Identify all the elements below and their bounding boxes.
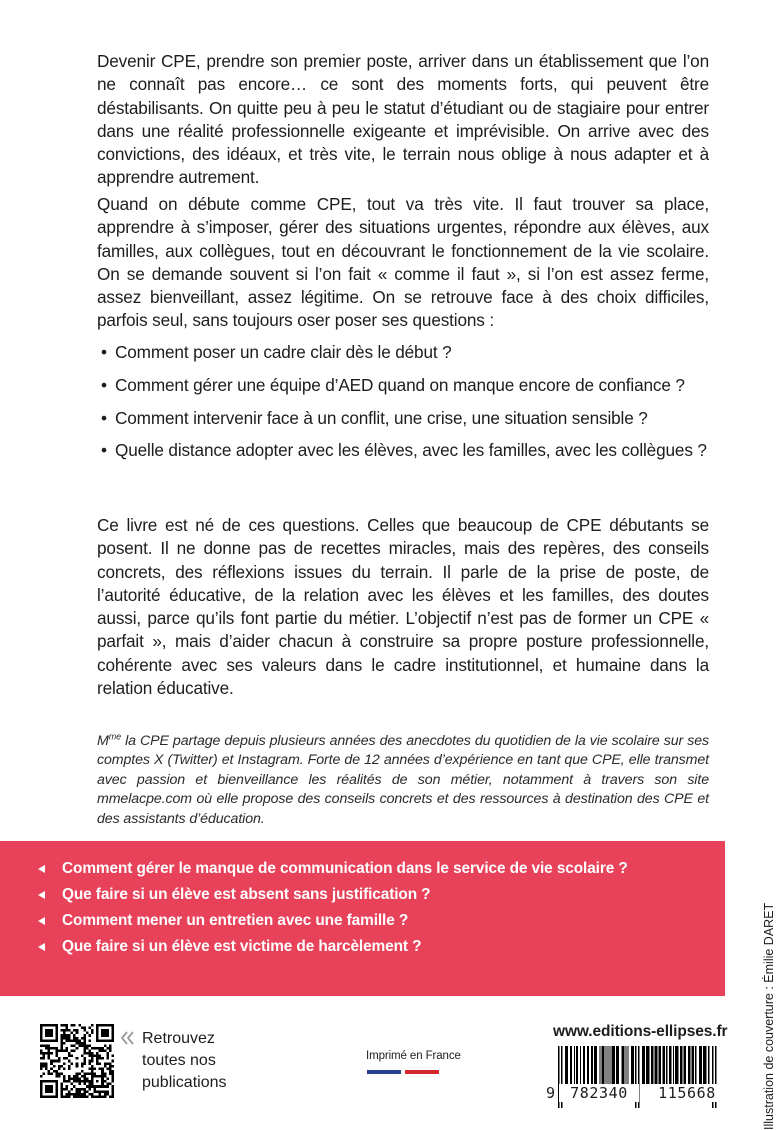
question-item [97, 374, 709, 397]
bullet-icon: • [101, 374, 107, 395]
highlight-text: Que faire si un élève est absent sans justification ? [62, 886, 431, 903]
retrouvez-line: Retrouvez [142, 1030, 215, 1047]
question-text: Comment intervenir face à un conflit, une crise, une situation sensible ? [115, 407, 648, 428]
author-bio-text: partage depuis plusieurs années des anecdotes du quotidien de la vie scolaire sur ses comptes X (Twitter) et Instagram. Forte de 12 années d’expérience en tant que CPE, elle transmet avec passion et bienveillance les réalités de son métier, notamment à travers son site mmelacpe.com où elle propose des conseils concrets et des ressources à destination des CPE et des assistants d’éducation. [97, 733, 709, 827]
french-flag-icon [367, 1070, 401, 1074]
highlights-list [38, 856, 628, 960]
bullet-icon: • [101, 342, 107, 362]
retrouvez-line: toutes nos [142, 1052, 216, 1069]
cover-credit-text: Illustration de couverture : Émilie DARET [762, 902, 776, 1130]
highlight-item [38, 934, 628, 960]
double-chevron-left-icon [120, 1030, 136, 1046]
isbn-number [546, 1084, 730, 1104]
question-text: Quelle distance adopter avec les élèves, avec les familles, avec les collègues ? [115, 440, 707, 461]
question-list [97, 341, 709, 472]
author-name-prefix: M [97, 733, 109, 749]
highlight-item [38, 856, 628, 882]
isbn-group-left: 782340 [559, 1084, 639, 1102]
cover-credit [762, 808, 776, 1130]
highlight-item [38, 882, 628, 908]
triangle-left-icon [38, 943, 45, 951]
question-text: Comment gérer une équipe d’AED quand on manque encore de confiance ? [115, 374, 685, 395]
question-item [97, 407, 709, 430]
context-paragraph: Quand on débute comme CPE, tout va très vite. Il faut trouver sa place, apprendre à s’imposer, gérer des situations urgentes, répondre aux élèves, aux familles, aux collègues, tout en découvrant le fonctionnement de la vie scolaire. On se demande souvent si l’on fait « comme il faut », si l’on est assez ferme, assez bienveillant, assez légitime. On se retrouve face à des choix difficiles, parfois seul, sans toujours oser poser ses questions : [97, 194, 709, 331]
qr-code-icon[interactable] [40, 1024, 114, 1098]
publisher-website[interactable]: www.editions-ellipses.fr [553, 1023, 728, 1040]
printed-in-france: Imprimé en France [366, 1050, 461, 1062]
highlight-text: Comment gérer le manque de communication dans le service de vie scolaire ? [62, 860, 628, 877]
highlights-banner [0, 841, 725, 996]
author-name-rest: la CPE [121, 733, 169, 749]
book-purpose-paragraph: Ce livre est né de ces questions. Celles que beaucoup de CPE débutants se posent. Il ne donne pas de recettes miracles, mais des repères, des conseils concrets, des réflexions issues du terrain. Il parle de la prise de poste, de l’autorité éducative, de la relation avec les élèves et les familles, des doutes aussi, parce qu’ils font partie du métier. L’objectif n’est pas de former un CPE « parfait », mais d’aider chacun à construire sa propre posture professionnelle, cohérente avec ses valeurs dans le cadre institutionnel, et humaine dans la relation éducative. [97, 515, 709, 699]
intro-paragraph: Devenir CPE, prendre son premier poste, arriver dans un établissement que l’on ne connaît pas encore… ce sont des moments forts, qui peuvent être déstabilisants. On quitte peu à peu le statut d’étudiant ou de stagiaire pour entrer dans une réalité professionnelle exigeante et imprévisible. On arrive avec des convictions, des idéaux, et très vite, le terrain nous oblige à nous adapter et à apprendre autrement. [97, 51, 709, 188]
question-item [97, 341, 709, 364]
triangle-left-icon [38, 865, 45, 873]
author-bio [97, 732, 709, 829]
triangle-left-icon [38, 917, 45, 925]
highlight-text: Que faire si un élève est victime de harcèlement ? [62, 938, 422, 955]
question-text: Comment poser un cadre clair dès le début ? [115, 342, 452, 362]
bullet-icon: • [101, 407, 107, 428]
isbn-first-digit: 9 [546, 1084, 556, 1102]
bullet-icon: • [101, 440, 107, 461]
author-name-sup: me [108, 731, 122, 742]
question-item [97, 439, 709, 462]
highlight-text: Comment mener un entretien avec une famille ? [62, 912, 409, 929]
highlight-item [38, 908, 628, 934]
retrouvez-publications [142, 1028, 262, 1094]
retrouvez-line: publications [142, 1074, 227, 1091]
triangle-left-icon [38, 891, 45, 899]
french-flag-red-stripe [405, 1070, 439, 1074]
isbn-group-right: 115668 [647, 1084, 727, 1102]
